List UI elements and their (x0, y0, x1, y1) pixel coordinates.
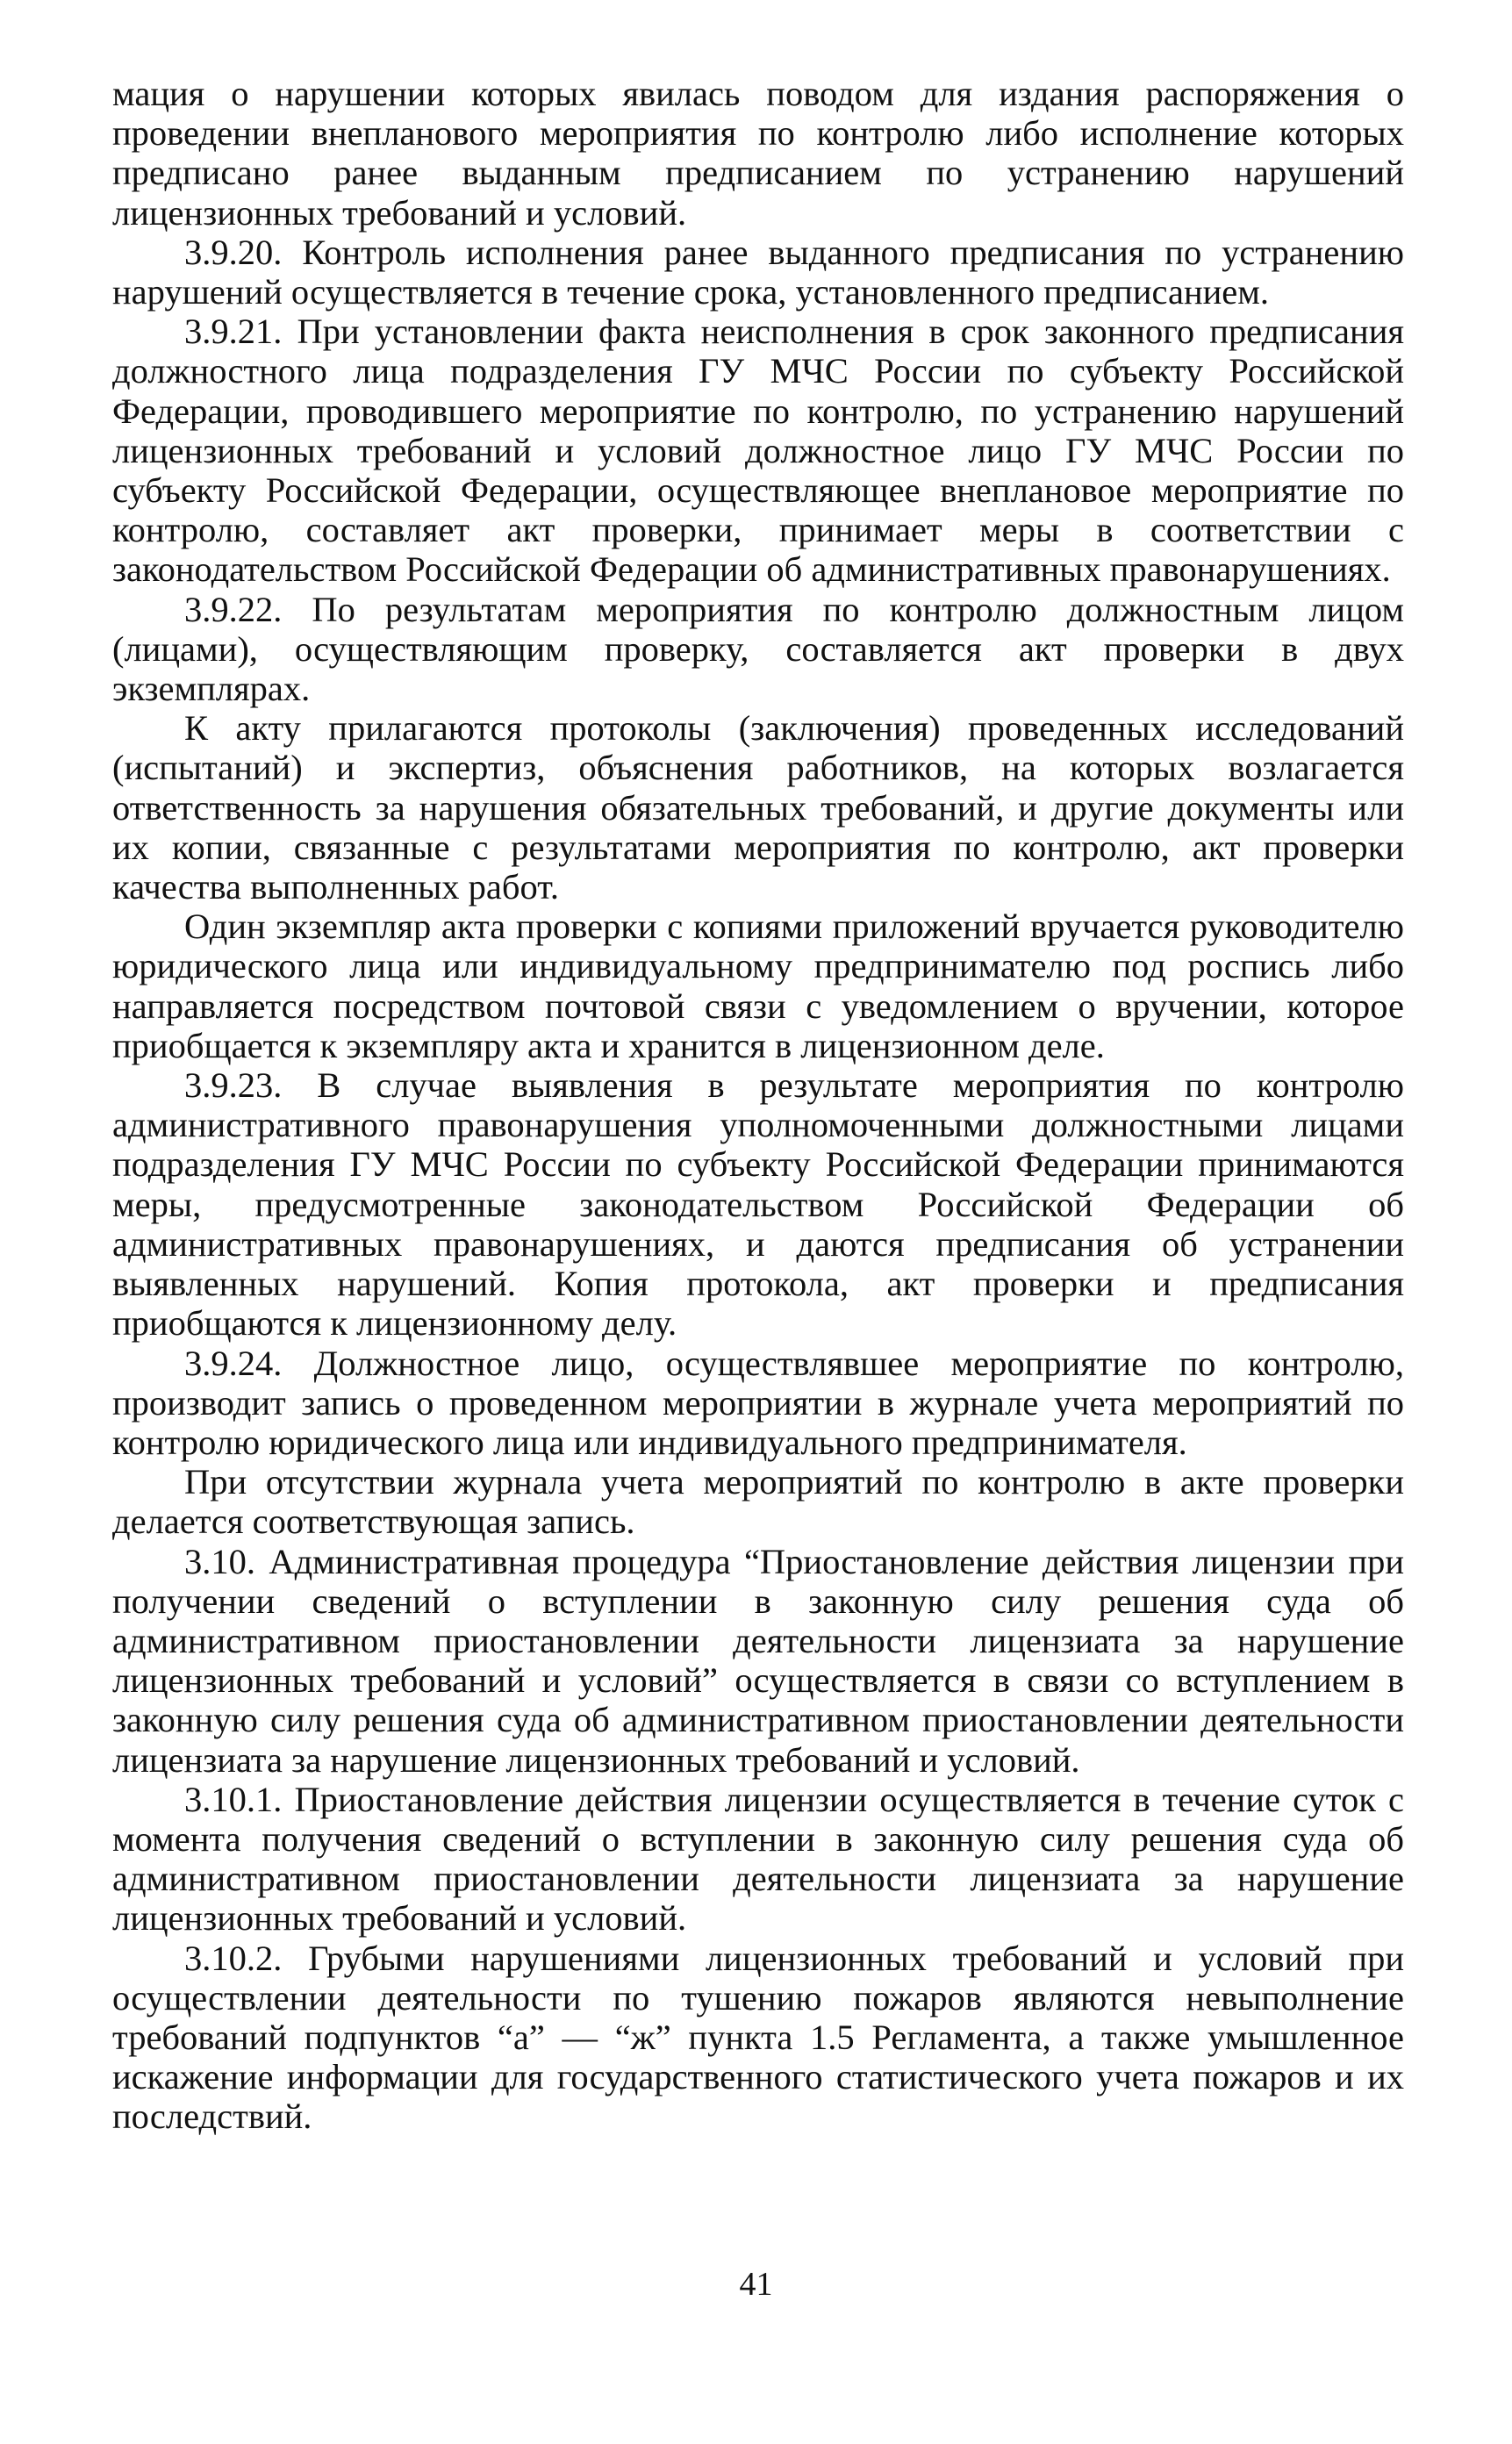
paragraph-3-10: 3.10. Административная процедура “Приостановление действия лицензии при получении сведений о вступлении в законную силу решения суда об административном приостановлении деятельности лицензиата за нарушение лицензионных требований и условий” осуществляется в связи со вступлением в законную силу решения суда об административном приостановлении деятельности лицензиата за нарушение лицензионных требований и условий. (112, 1541, 1404, 1780)
paragraph-act-attachments: К акту прилагаются протоколы (заключения) проведенных исследований (испытаний) и экспертиз, объяснения работников, на которых возлагается ответственность за нарушения обязательных требований, и другие документы или их копии, связанные с результатами мероприятия по контролю, акт проверки качества выполненных работ. (112, 708, 1404, 907)
paragraph-3-10-2: 3.10.2. Грубыми нарушениями лицензионных требований и условий при осуществлении деятельности по тушению пожаров являются невыполнение требований подпунктов “а” — “ж” пункта 1.5 Регламента, а также умышленное искажение информации для государственного статистического учета пожаров и их последствий. (112, 1938, 1404, 2137)
paragraph-3-9-23: 3.9.23. В случае выявления в результате мероприятия по контролю административного правонарушения уполномоченными должностными лицами подразделения ГУ МЧС России по субъекту Российской Федерации принимаются меры, предусмотренные законодательством Российской Федерации об административных правонарушениях, и даются предписания об устранении выявленных нарушений. Копия протокола, акт проверки и предписания приобщаются к лицензионному делу. (112, 1065, 1404, 1344)
page-number: 41 (739, 2266, 773, 2303)
document-body (112, 74, 1404, 2137)
paragraph-3-9-22: 3.9.22. По результатам мероприятия по контролю должностным лицом (лицами), осуществляющим проверку, составляется акт проверки в двух экземплярах. (112, 589, 1404, 709)
paragraph-3-9-24: 3.9.24. Должностное лицо, осуществлявшее мероприятие по контролю, производит запись о проведенном мероприятии в журнале учета мероприятий по контролю юридического лица или индивидуального предпринимателя. (112, 1343, 1404, 1462)
paragraph-no-journal: При отсутствии журнала учета мероприятий по контролю в акте проверки делается соответствующая запись. (112, 1462, 1404, 1542)
paragraph-3-10-1: 3.10.1. Приостановление действия лицензии осуществляется в течение суток с момента получения сведений о вступлении в законную силу решения суда об административном приостановлении деятельности лицензиата за нарушение лицензионных требований и условий. (112, 1779, 1404, 1939)
paragraph-3-9-21: 3.9.21. При установлении факта неисполнения в срок законного предписания должностного лица подразделения ГУ МЧС России по субъекту Российской Федерации, проводившего мероприятие по контролю, по устранению нарушений лицензионных требований и условий должностное лицо ГУ МЧС России по субъекту Российской Федерации, осуществляющее внеплановое мероприятие по контролю, составляет акт проверки, принимает меры в соответствии с законодательством Российской Федерации об административных правонарушениях. (112, 312, 1404, 590)
paragraph-continued: мация о нарушении которых явилась поводом для издания распоряжения о проведении внепланового мероприятия по контролю либо исполнение которых предписано ранее выданным предписанием по устранению нарушений лицензионных требований и условий. (112, 74, 1404, 233)
paragraph-3-9-20: 3.9.20. Контроль исполнения ранее выданного предписания по устранению нарушений осуществляется в течение срока, установленного предписанием. (112, 232, 1404, 312)
paragraph-act-copy: Один экземпляр акта проверки с копиями приложений вручается руководителю юридического лица или индивидуальному предпринимателю под роспись либо направляется посредством почтовой связи с уведомлением о вручении, которое приобщается к экземпляру акта и хранится в лицензионном деле. (112, 907, 1404, 1065)
